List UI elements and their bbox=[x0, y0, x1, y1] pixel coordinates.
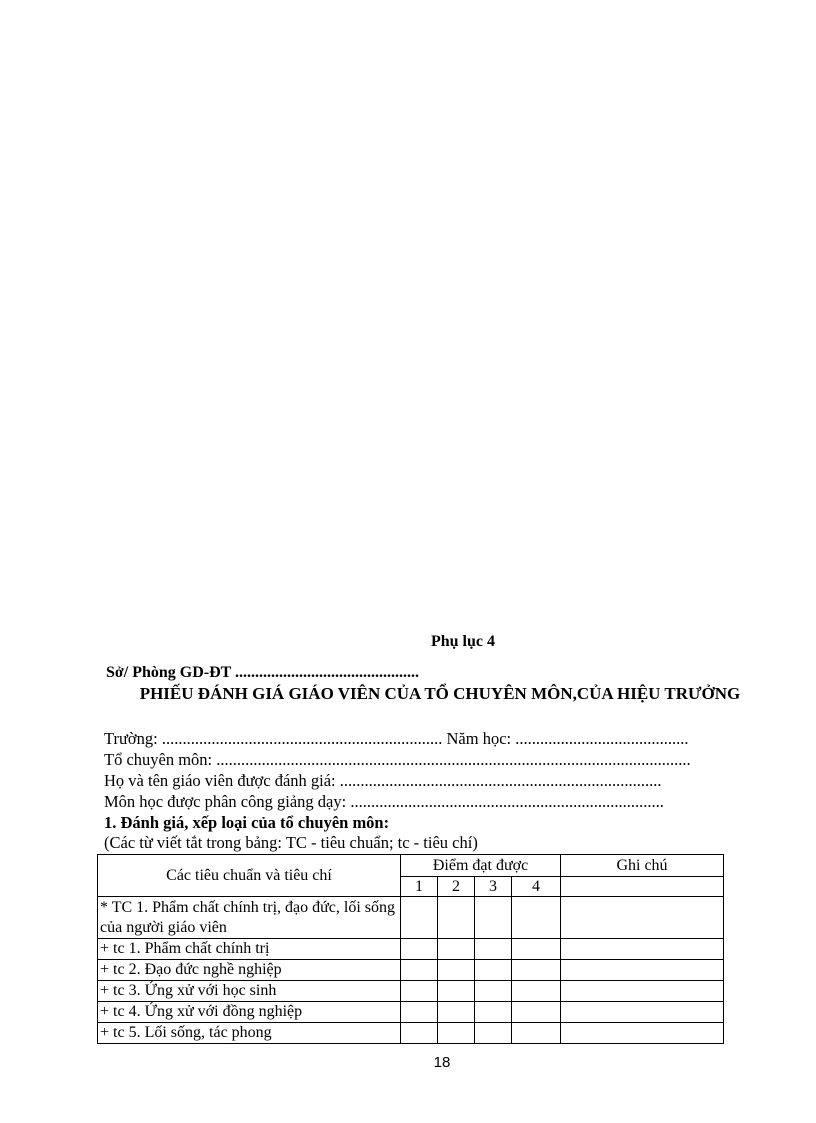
section-heading: 1. Đánh giá, xếp loại của tổ chuyên môn: bbox=[104, 813, 390, 832]
table-row bbox=[98, 981, 724, 1002]
notes-cell[interactable] bbox=[561, 897, 724, 939]
score-cell[interactable] bbox=[475, 897, 512, 939]
table-row bbox=[98, 1002, 724, 1023]
table-row bbox=[98, 960, 724, 981]
header-score: Điểm đạt được bbox=[401, 855, 561, 877]
notes-cell[interactable] bbox=[561, 939, 724, 960]
score-cell[interactable] bbox=[401, 981, 438, 1002]
score-col-3: 3 bbox=[475, 877, 512, 897]
score-cell[interactable] bbox=[475, 1002, 512, 1023]
score-cell[interactable] bbox=[512, 939, 561, 960]
header-criteria: Các tiêu chuẩn và tiêu chí bbox=[98, 855, 401, 897]
appendix-title: Phụ lục 4 bbox=[430, 633, 495, 650]
score-col-4: 4 bbox=[512, 877, 561, 897]
criteria-table bbox=[97, 854, 724, 1044]
score-cell[interactable] bbox=[475, 981, 512, 1002]
score-cell[interactable] bbox=[401, 1023, 438, 1044]
score-cell[interactable] bbox=[475, 939, 512, 960]
score-cell[interactable] bbox=[438, 939, 475, 960]
score-cell[interactable] bbox=[401, 897, 438, 939]
score-cell[interactable] bbox=[512, 1023, 561, 1044]
score-cell[interactable] bbox=[401, 1002, 438, 1023]
criteria-cell: + tc 4. Ứng xử với đồng nghiệp bbox=[98, 1002, 401, 1023]
score-cell[interactable] bbox=[401, 960, 438, 981]
form-title: PHIẾU ĐÁNH GIÁ GIÁO VIÊN CỦA TỔ CHUYÊN MÔN,CỦA HIỆU TRƯỞNG bbox=[139, 684, 741, 703]
header-notes: Ghi chú bbox=[561, 855, 724, 877]
score-cell[interactable] bbox=[512, 981, 561, 1002]
abbreviation-note: (Các từ viết tắt trong bảng: TC - tiêu chuẩn; tc - tiêu chí) bbox=[104, 833, 478, 852]
assigned-subject-field: Môn học được phân công giảng dạy: ............................................................................ bbox=[104, 792, 664, 811]
notes-cell[interactable] bbox=[561, 960, 724, 981]
teacher-name-field: Họ và tên giáo viên được đánh giá: .............................................................................. bbox=[104, 771, 662, 790]
subject-group-field: Tổ chuyên môn: ................................................................................................................... bbox=[104, 750, 691, 769]
school-field: Trường: .................................................................... Năm học: .......................................... bbox=[104, 729, 689, 748]
score-cell[interactable] bbox=[438, 897, 475, 939]
notes-cell[interactable] bbox=[561, 1002, 724, 1023]
criteria-cell: + tc 3. Ứng xử với học sinh bbox=[98, 981, 401, 1002]
table-row bbox=[98, 897, 724, 939]
criteria-cell: + tc 1. Phẩm chất chính trị bbox=[98, 939, 401, 960]
score-cell[interactable] bbox=[438, 1023, 475, 1044]
criteria-cell: + tc 2. Đạo đức nghề nghiệp bbox=[98, 960, 401, 981]
page-number: 18 bbox=[433, 1054, 451, 1071]
score-cell[interactable] bbox=[438, 1002, 475, 1023]
notes-subheader bbox=[561, 877, 724, 897]
notes-cell[interactable] bbox=[561, 981, 724, 1002]
score-cell[interactable] bbox=[438, 981, 475, 1002]
score-cell[interactable] bbox=[512, 1002, 561, 1023]
table-row bbox=[98, 939, 724, 960]
criteria-cell: * TC 1. Phẩm chất chính trị, đạo đức, lối sống của người giáo viên bbox=[98, 897, 401, 939]
score-cell[interactable] bbox=[438, 960, 475, 981]
score-cell[interactable] bbox=[512, 960, 561, 981]
score-cell[interactable] bbox=[475, 1023, 512, 1044]
table-row bbox=[98, 1023, 724, 1044]
score-col-1: 1 bbox=[401, 877, 438, 897]
score-cell[interactable] bbox=[475, 960, 512, 981]
notes-cell[interactable] bbox=[561, 1023, 724, 1044]
score-cell[interactable] bbox=[512, 897, 561, 939]
score-cell[interactable] bbox=[401, 939, 438, 960]
score-col-2: 2 bbox=[438, 877, 475, 897]
criteria-cell: + tc 5. Lối sống, tác phong bbox=[98, 1023, 401, 1044]
department-line: Sở/ Phòng GD-ĐT .............................................. bbox=[106, 664, 420, 681]
